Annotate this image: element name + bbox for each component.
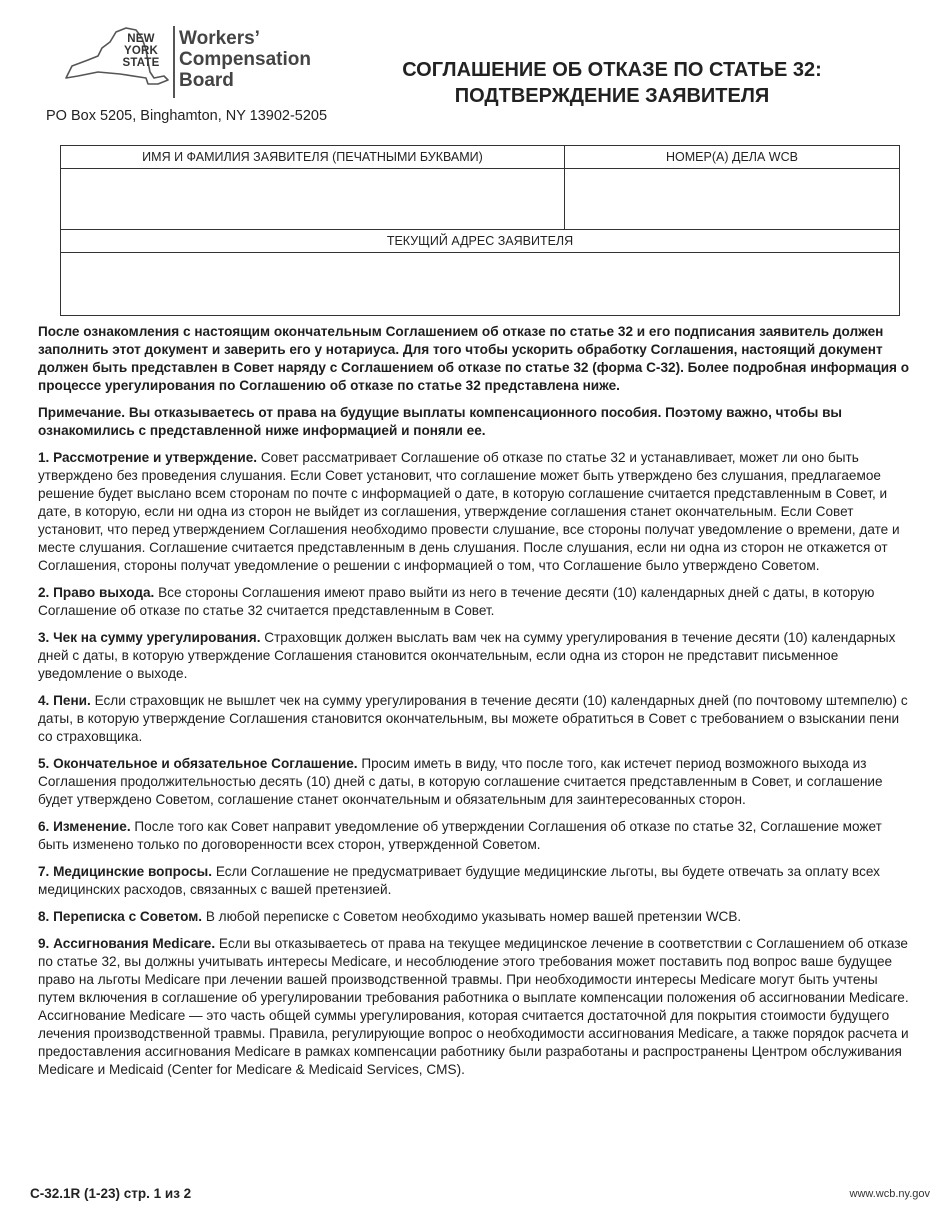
item-text: Если вы отказываетесь от права на текущее медицинское лечение в соответствии с Соглашением об отказе по статье 32, вы должны учитывать интересы Medicare, и несоблюдение этого требования может поставить под вопрос ваше будущее право на льготы Medicare при лечении вашей производственной травмы. При необходимости интересы Medicare могут быть учтены путем включения в соглашение об урегулировании требования работника о выплате компенсации положения об ассигновании Medicare. Ассигнование Medicare — это часть общей суммы урегулирования, которая считается достаточной для покрытия стоимости будущего лечения производственной травмы. Правила, регулирующие вопрос о необходимости ассигнования Medicare, а также порядок расчета и предоставления ассигнования Medicare в рамках компенсации работнику были разработаны и распространены Центром обслуживания Medicare и Medicaid (Center for Medicare & Medicaid Services, CMS). [38, 936, 909, 1077]
website-link[interactable]: www.wcb.ny.gov [849, 1188, 930, 1200]
item-heading: 4. Пени. [38, 693, 91, 708]
item-text: В любой переписке с Советом необходимо указывать номер вашей претензии WCB. [205, 909, 742, 924]
wcb-case-number-label: НОМЕР(А) ДЕЛА WCB [564, 146, 899, 168]
item-heading: 6. Изменение. [38, 819, 131, 834]
list-item [38, 935, 914, 1079]
wcb-logo [58, 26, 328, 106]
item-text: Страховщик должен выслать вам чек на сумму урегулирования в течение десяти (10) календарных дней с даты, в которую утверждение Соглашения становится окончательным, если одна из сторон не представит письменное уведомление о выходе. [38, 630, 896, 681]
item-text: Все стороны Соглашения имеют право выйти из него в течение десяти (10) календарных дней с даты, в которую Соглашение об отказе по статье 32 считается представленным в Совет. [38, 585, 875, 618]
item-heading: 9. Ассигнования Medicare. [38, 936, 216, 951]
list-item [38, 863, 914, 899]
claimant-name-field[interactable] [61, 169, 564, 229]
item-heading: 8. Переписка с Советом. [38, 909, 203, 924]
item-heading: 7. Медицинские вопросы. [38, 864, 213, 879]
wcb-case-number-field[interactable] [564, 169, 899, 229]
list-item [38, 449, 914, 575]
list-item [38, 629, 914, 683]
logo-divider [173, 26, 175, 98]
item-text: Просим иметь в виду, что после того, как истечет период возможного выхода из Соглашения продолжительностью десять (10) дней с даты, в которую соглашение считается представленным в Совет, и соглашение будет утверждено Советом, соглашение станет окончательным и обязательным для заинтересованных сторон. [38, 756, 883, 807]
intro-paragraph: После ознакомления с настоящим окончательным Соглашением об отказе по статье 32 и его подписания заявитель должен заполнить этот документ и заверить его у нотариуса. Для того чтобы ускорить обработку Соглашения, настоящий документ должен быть представлен в Совет наряду с Соглашением об отказе по статье 32 (форма C-32). Более подробная информация о процессе урегулирования по Соглашению об отказе по статье 32 представлена ниже. [38, 324, 910, 393]
item-heading: 2. Право выхода. [38, 585, 155, 600]
item-text: Совет рассматривает Соглашение об отказе по статье 32 и устанавливает, может ли оно быть утверждено без проведения слушания. Если Совет установит, что соглашение может быть утверждено без слушания, предлагаемое решение будет выслано всем сторонам по почте с информацией о дате, в которую соглашение считается представленным в Совет, и дате, в которую, если ни одна из сторон не выйдет из соглашения, утверждение соглашения станет окончательным. Если Совет установит, что перед утверждением Соглашения необходимо провести слушание, все стороны получат уведомление о времени, дате и месте слушания. Соглашение считается представленным в день слушания. После слушания, если ни одна из сторон не откажется от Соглашения, стороны получат уведомление о решении с информацией о том, что Соглашение было утверждено Советом. [38, 450, 900, 573]
claimant-address-field[interactable] [61, 253, 899, 315]
list-item [38, 818, 914, 854]
mailing-address: PO Box 5205, Binghamton, NY 13902-5205 [46, 108, 328, 124]
list-item [38, 908, 914, 926]
claimant-address-label: ТЕКУЩИЙ АДРЕС ЗАЯВИТЕЛЯ [386, 234, 574, 248]
claimant-name-label: ИМЯ И ФАМИЛИЯ ЗАЯВИТЕЛЯ (ПЕЧАТНЫМИ БУКВАМИ) [142, 150, 483, 164]
form-id: C-32.1R (1-23) стр. 1 из 2 [30, 1186, 192, 1201]
item-heading: 5. Окончательное и обязательное Соглашение. [38, 756, 358, 771]
list-item [38, 584, 914, 620]
page-title: СОГЛАШЕНИЕ ОБ ОТКАЗЕ ПО СТАТЬЕ 32: ПОДТВЕРЖДЕНИЕ ЗАЯВИТЕЛЯ [402, 59, 822, 107]
list-item [38, 692, 914, 746]
item-heading: 1. Рассмотрение и утверждение. [38, 450, 258, 465]
page-header [0, 0, 950, 130]
instructions-body [38, 323, 914, 1088]
board-name: Workers’ Compensation Board [179, 28, 311, 91]
item-text: Если страховщик не вышлет чек на сумму урегулирования в течение десяти (10) календарных дней (по почтовому штемпелю) с даты, в которую утверждение Соглашения становится окончательным, вы можете обратиться в Совет с требованием о взыскании пени со страховщика. [38, 693, 908, 744]
claimant-info-form [60, 145, 900, 316]
list-item [38, 755, 914, 809]
item-text: Если Соглашение не предусматривает будущие медицинские льготы, вы будете отвечать за оплату всех медицинских расходов, связанных с вашей претензией. [38, 864, 880, 897]
item-text: После того как Совет направит уведомление об утверждении Соглашения об отказе по статье 32, Соглашение может быть изменено только по договоренности всех сторон, утвержденной Советом. [38, 819, 882, 852]
item-heading: 3. Чек на сумму урегулирования. [38, 630, 261, 645]
new-york-state-wordmark: NEW YORK STATE [122, 33, 160, 69]
note-paragraph: Примечание. Вы отказываетесь от права на будущие выплаты компенсационного пособия. Поэтому важно, чтобы вы ознакомились с представленной ниже информацией и поняли ее. [38, 405, 843, 438]
